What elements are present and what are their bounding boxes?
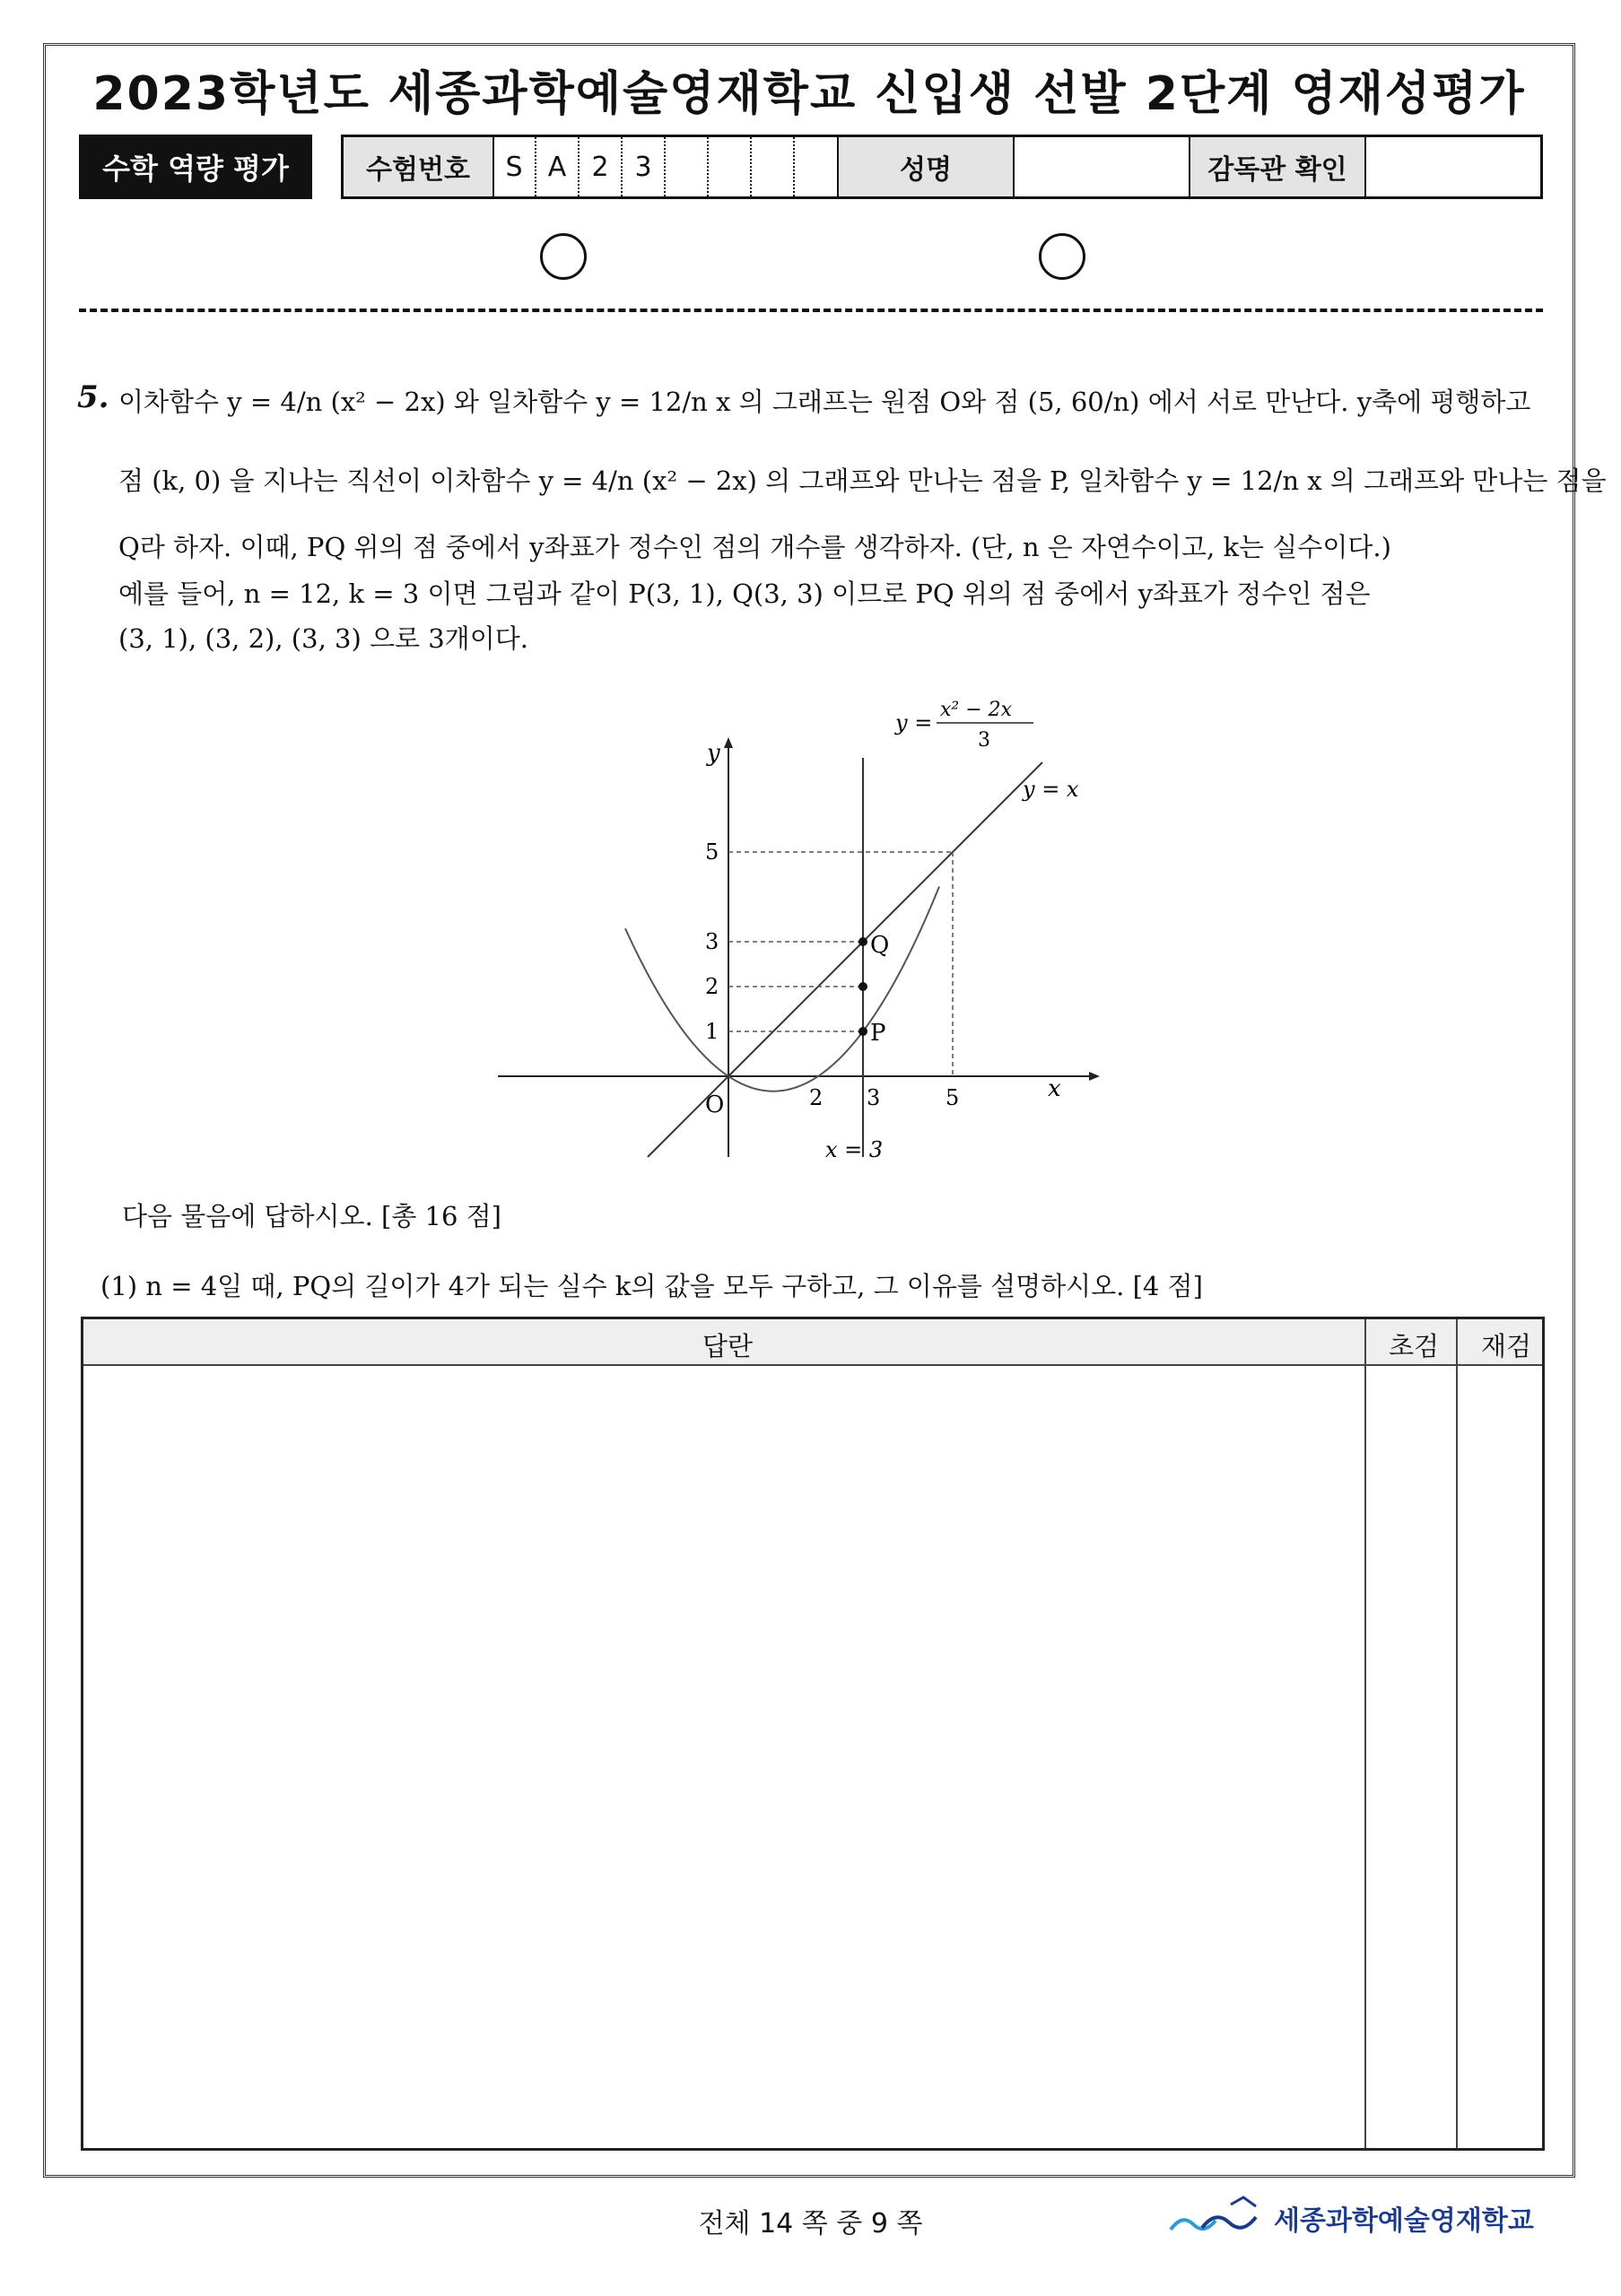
- answer-divider: [1364, 1319, 1366, 2148]
- exam-digit[interactable]: [709, 137, 752, 196]
- answer-divider: [1456, 1319, 1458, 2148]
- school-name: 세종과학예술영재학교: [1274, 2205, 1534, 2237]
- vertical-label: x = 3: [825, 1137, 884, 1162]
- exam-digit[interactable]: [795, 137, 838, 196]
- parabola-label-num: x² − 2x: [940, 699, 1013, 721]
- subquestion-1: (1) n = 4일 때, PQ의 길이가 4가 되는 실수 k의 값을 모두 구하고, 그 이유를 설명하시오. [4 점]: [100, 1271, 1203, 1301]
- point-q-label: Q: [870, 932, 890, 959]
- exam-digit[interactable]: [752, 137, 795, 196]
- second-check-label: 재검: [1481, 1331, 1532, 1361]
- y-tick: 3: [705, 929, 719, 954]
- exam-info-table: [341, 135, 1543, 199]
- page-footer: 전체 14 쪽 중 9 쪽: [698, 2208, 923, 2239]
- name-field[interactable]: [1015, 137, 1190, 196]
- problem-line: 예를 들어, n = 12, k = 3 이면 그림과 같이 P(3, 1), Q(3, 3) 이므로 PQ 위의 점 중에서 y좌표가 정수인 점은: [118, 578, 1371, 609]
- point-p-label: P: [870, 1020, 886, 1047]
- exam-digit[interactable]: S: [493, 137, 536, 196]
- answer-header-label: 답란: [702, 1331, 754, 1361]
- supervisor-field[interactable]: [1366, 137, 1540, 196]
- logo-mark-icon: [1166, 2196, 1265, 2240]
- origin-label: O: [705, 1091, 725, 1118]
- x-tick: 5: [946, 1085, 960, 1110]
- point-p-dot: [858, 1027, 867, 1036]
- problem-number: 5.: [77, 379, 109, 415]
- problem-line: 이차함수 y = 4/n (x² − 2x) 와 일차함수 y = 12/n x 의 그래프는 원점 O와 점 (5, 60/n) 에서 서로 만난다. y축에 평행하고: [118, 387, 1531, 417]
- point-mid-dot: [858, 982, 867, 991]
- x-axis-label: x: [1048, 1075, 1061, 1102]
- exam-digit[interactable]: [666, 137, 709, 196]
- exam-number-label: 수험번호: [344, 137, 494, 196]
- problem-line: Q라 하자. 이때, PQ 위의 점 중에서 y좌표가 정수인 점의 개수를 생각하자. (단, n 은 자연수이고, k는 실수이다.): [118, 532, 1391, 562]
- exam-digit[interactable]: 2: [580, 137, 623, 196]
- answer-box[interactable]: [81, 1317, 1545, 2151]
- subject-badge: 수학 역량 평가: [79, 135, 312, 199]
- exam-digit[interactable]: 3: [623, 137, 666, 196]
- parabola-curve: [625, 887, 939, 1091]
- line-label: y = x: [1023, 777, 1079, 802]
- problem-line: (3, 1), (3, 2), (3, 3) 으로 3개이다.: [118, 623, 528, 654]
- binding-hole: [1039, 233, 1085, 280]
- answer-box-header: [83, 1319, 1542, 1366]
- name-label: 성명: [839, 137, 1015, 196]
- school-logo: [1166, 2196, 1534, 2240]
- x-axis-arrow: [1089, 1072, 1100, 1081]
- parabola-label-lhs: y =: [895, 710, 933, 735]
- first-check-label: 초검: [1389, 1331, 1440, 1361]
- x-tick: 3: [867, 1085, 881, 1110]
- cut-line: [79, 309, 1543, 312]
- supervisor-label: 감독관 확인: [1190, 137, 1366, 196]
- binding-hole: [540, 233, 587, 280]
- y-tick: 1: [705, 1019, 719, 1044]
- y-tick: 5: [705, 839, 719, 865]
- page-title: 2023학년도 세종과학예술영재학교 신입생 선발 2단계 영재성평가: [92, 67, 1526, 121]
- y-tick: 2: [705, 974, 719, 999]
- exam-number-field[interactable]: [494, 137, 839, 196]
- point-q-dot: [858, 937, 867, 946]
- problem-line: 점 (k, 0) 을 지나는 직선이 이차함수 y = 4/n (x² − 2x) 의 그래프와 만나는 점을 P, 일차함수 y = 12/n x 의 그래프와 만나는 점을: [118, 465, 1607, 496]
- exam-digit[interactable]: A: [536, 137, 580, 196]
- question-prompt: 다음 물음에 답하시오. [총 16 점]: [122, 1201, 501, 1231]
- y-axis-label: y: [707, 740, 720, 767]
- x-tick: 2: [809, 1085, 824, 1110]
- y-axis-arrow: [724, 737, 733, 748]
- parabola-label-den: 3: [978, 729, 990, 752]
- example-graph: [484, 691, 1130, 1193]
